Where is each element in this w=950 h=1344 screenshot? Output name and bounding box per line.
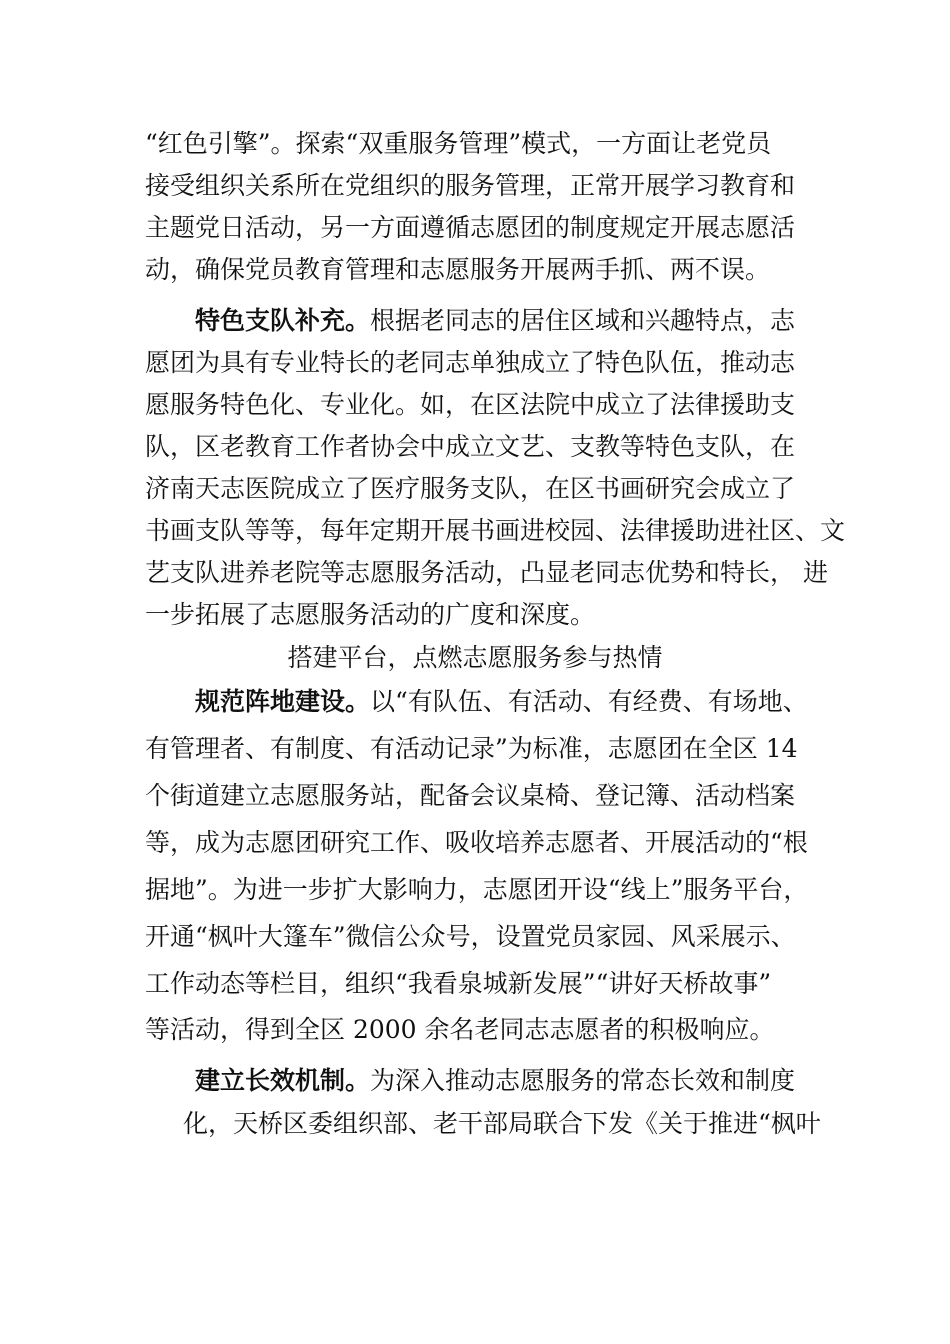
paragraph-line: 接受组织关系所在党组织的服务管理，正常开展学习教育和: [145, 171, 796, 200]
paragraph-line: 艺支队进养老院等志愿服务活动，凸显老同志优势和特长， 进: [145, 558, 828, 587]
paragraph-line: 愿服务特色化、专业化。如，在区法院中成立了法律援助支: [145, 390, 796, 419]
paragraph-line: 主题党日活动，另一方面遵循志愿团的制度规定开展志愿活: [145, 213, 796, 242]
paragraph-text: 根据老同志的居住区域和兴趣特点，志: [370, 306, 796, 335]
paragraph-line: 等活动，得到全区 2000 余名老同志志愿者的积极响应。: [145, 1015, 775, 1044]
paragraph-first-line: [145, 306, 825, 336]
paragraph-line: 一步拓展了志愿服务活动的广度和深度。: [145, 600, 596, 629]
paragraph-line: 开通“枫叶大篷车”微信公众号，设置党员家园、风采展示、: [145, 922, 796, 951]
paragraph-text: 为深入推动志愿服务的常态长效和制度: [370, 1066, 796, 1095]
paragraph-line: 据地”。为进一步扩大影响力，志愿团开设“线上”服务平台，: [145, 875, 809, 904]
section-heading: 搭建平台，点燃志愿服务参与热情: [287, 643, 663, 672]
paragraph-first-line: [145, 1066, 825, 1096]
paragraph-line: 个街道建立志愿服务站，配备会议桌椅、登记簿、活动档案: [145, 781, 796, 810]
paragraph-lead-heading: 建立长效机制。: [195, 1066, 371, 1095]
paragraph-line: 愿团为具有专业特长的老同志单独成立了特色队伍，推动志: [145, 348, 796, 377]
paragraph-line: 济南天志医院成立了医疗服务支队，在区书画研究会成立了: [145, 474, 796, 503]
paragraph-line: 动，确保党员教育管理和志愿服务开展两手抓、两不误。: [145, 255, 771, 284]
paragraph-line: “红色引擎”。探索“双重服务管理”模式，一方面让老党员: [145, 129, 772, 158]
paragraph-lead-heading: 特色支队补充。: [195, 306, 371, 335]
paragraph-line: 书画支队等等，每年定期开展书画进校园、法律援助进社区、文: [145, 516, 846, 545]
paragraph-line: 有管理者、有制度、有活动记录”为标准，志愿团在全区 14: [145, 734, 798, 763]
paragraph-text: 以“有队伍、有活动、有经费、有场地、: [370, 687, 808, 716]
paragraph-first-line: [145, 687, 825, 717]
paragraph-line: 化，天桥区委组织部、老干部局联合下发《关于推进“枫叶: [183, 1109, 821, 1138]
paragraph-line: 等，成为志愿团研究工作、吸收培养志愿者、开展活动的“根: [145, 828, 808, 857]
paragraph-lead-heading: 规范阵地建设。: [195, 687, 371, 716]
paragraph-line: 工作动态等栏目，组织“我看泉城新发展”“讲好天桥故事”: [145, 969, 772, 998]
paragraph-line: 队，区老教育工作者协会中成立文艺、支教等特色支队，在: [145, 432, 796, 461]
